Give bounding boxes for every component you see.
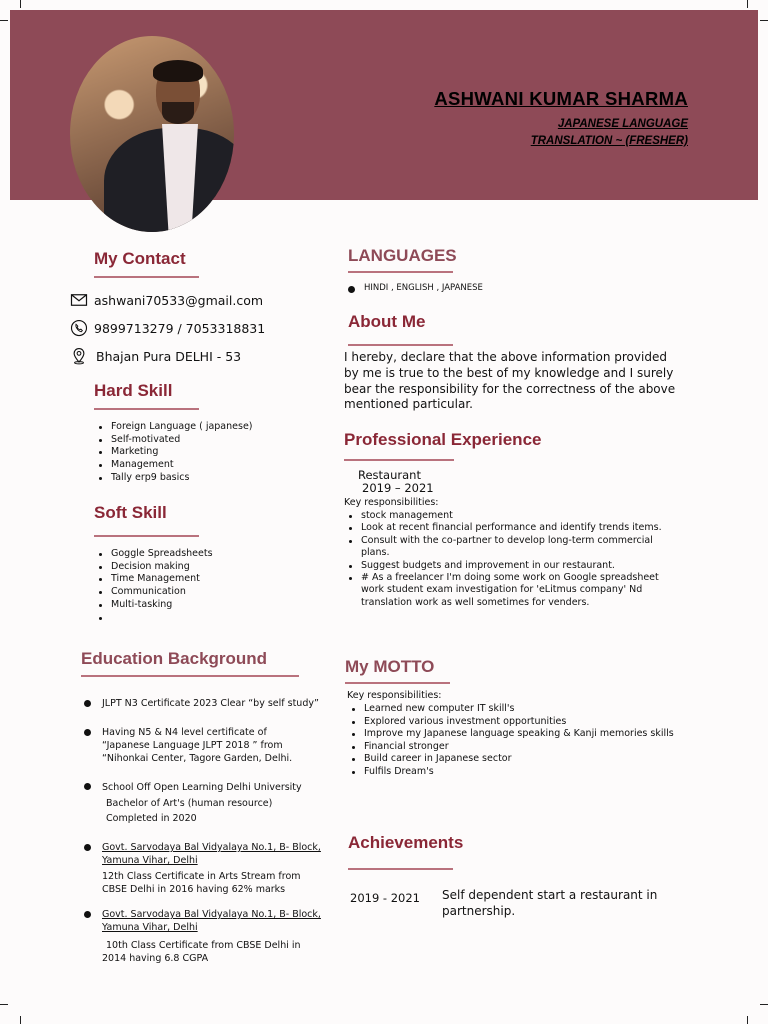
candidate-subtitle: [531, 116, 688, 150]
divider: [94, 408, 199, 410]
list-item: Communication: [97, 586, 213, 599]
crop-mark: [760, 1004, 768, 1005]
bullet: [84, 729, 91, 736]
crop-mark: [20, 1016, 21, 1024]
soft-skill-list: [97, 548, 213, 624]
bullet: [84, 911, 91, 918]
list-item: Look at recent financial performance and identify trends items.: [347, 522, 677, 534]
experience-period: 2019 – 2021: [362, 481, 434, 495]
address-row: [70, 347, 241, 365]
list-item: Self-motivated: [97, 434, 253, 447]
list-item: Learned new computer IT skill's: [350, 703, 675, 716]
bullet: [348, 286, 355, 293]
experience-resp-label: Key responsibilities:: [344, 497, 439, 508]
languages-title: LANGUAGES: [348, 246, 457, 265]
about-text: I hereby, declare that the above information provided by me is true to the best of my knowledge and I surely bear the responsibility for the correctness of the above mentioned particular.: [344, 350, 676, 412]
education-line: School Off Open Learning Delhi University: [102, 782, 302, 793]
education-item: [84, 697, 319, 710]
bullet: [84, 783, 91, 790]
list-item: Management: [97, 459, 253, 472]
hard-skill-title: Hard Skill: [94, 381, 173, 400]
education-line: 2014 having 6.8 CGPA: [102, 953, 209, 964]
list-item: Marketing: [97, 446, 253, 459]
crop-mark: [0, 20, 8, 21]
motto-resp-label: Key responsibilities:: [347, 690, 442, 701]
list-item: Consult with the co-partner to develop long-term commercial plans.: [347, 535, 677, 560]
crop-mark: [0, 1004, 8, 1005]
phone-icon: [70, 319, 88, 337]
list-item: Time Management: [97, 573, 213, 586]
email-row: [70, 291, 263, 309]
list-item: Foreign Language ( japanese): [97, 421, 253, 434]
hard-skill-list: [97, 421, 253, 485]
experience-list: [347, 510, 677, 609]
education-line: JLPT N3 Certificate 2023 Clear “by self study”: [102, 698, 319, 709]
phone-text: 9899713279 / 7053318831: [94, 320, 266, 336]
education-line: Bachelor of Art's (human resource): [106, 797, 273, 809]
list-item: # As a freelancer I'm doing some work on Google spreadsheet work student exam investigation for 'eLitmus company' Nd translation work as well sometimes for venders.: [347, 572, 677, 609]
list-item: Explored various investment opportunities: [350, 716, 675, 729]
bullet: [84, 844, 91, 851]
list-item: Multi-tasking: [97, 599, 213, 612]
education-line: 12th Class Certificate in Arts Stream from: [102, 871, 301, 882]
education-line: “Nihonkai Center, Tagore Garden, Delhi.: [102, 753, 293, 764]
list-item: Build career in Japanese sector: [350, 753, 675, 766]
crop-mark: [747, 0, 748, 8]
list-item: [97, 612, 213, 625]
school-address: Yamuna Vihar, Delhi: [102, 922, 198, 933]
email-text[interactable]: ashwani70533@gmail.com: [94, 292, 264, 308]
location-pin-icon: [70, 347, 88, 365]
crop-mark: [760, 20, 768, 21]
education-line: 10th Class Certificate from CBSE Delhi in: [106, 940, 301, 951]
mail-icon: [70, 291, 88, 309]
list-item: Tally erp9 basics: [97, 472, 253, 485]
education-line: CBSE Delhi in 2016 having 62% marks: [102, 884, 286, 895]
soft-skill-title: Soft Skill: [94, 503, 167, 522]
education-title: Education Background: [81, 649, 268, 668]
list-item: stock management: [347, 510, 677, 522]
education-item: [84, 908, 321, 965]
list-item: Financial stronger: [350, 741, 675, 754]
education-line: Completed in 2020: [106, 813, 197, 824]
languages-value: HINDI , ENGLISH , JAPANESE: [364, 283, 483, 293]
subtitle-line: JAPANESE LANGUAGE: [557, 118, 688, 130]
motto-list: [350, 703, 675, 779]
divider: [348, 344, 453, 346]
school-address: Yamuna Vihar, Delhi: [102, 855, 198, 866]
bullet: [84, 700, 91, 707]
profile-photo: [70, 36, 234, 232]
about-title: About Me: [348, 312, 426, 331]
education-item: [84, 841, 321, 896]
languages-row: [348, 283, 483, 293]
school-name: Govt. Sarvodaya Bal Vidyalaya No.1, B- Block,: [102, 909, 321, 920]
divider: [348, 271, 453, 273]
education-item: [84, 726, 292, 765]
divider: [81, 675, 299, 677]
school-name: Govt. Sarvodaya Bal Vidyalaya No.1, B- Block,: [102, 842, 321, 853]
contact-title: My Contact: [94, 249, 186, 268]
crop-mark: [747, 1016, 748, 1024]
divider: [94, 535, 199, 537]
education-item: [84, 780, 302, 827]
divider: [344, 459, 454, 461]
education-line: Having N5 & N4 level certificate of: [102, 727, 267, 738]
list-item: Fulfils Dream's: [350, 766, 675, 779]
list-item: Decision making: [97, 561, 213, 574]
experience-title: Professional Experience: [344, 430, 542, 449]
achievement-text: Self dependent start a restaurant in partnership.: [442, 888, 658, 918]
achievement-period: 2019 - 2021: [350, 891, 420, 905]
achievements-title: Achievements: [348, 833, 464, 852]
divider: [348, 868, 453, 870]
list-item: Goggle Spreadsheets: [97, 548, 213, 561]
list-item: Improve my Japanese language speaking & Kanji memories skills: [350, 728, 675, 741]
divider: [345, 682, 450, 684]
phone-row: [70, 319, 265, 337]
education-line: “Japanese Language JLPT 2018 ” from: [102, 740, 283, 751]
crop-mark: [20, 0, 21, 8]
divider: [94, 276, 199, 278]
experience-company: Restaurant: [358, 468, 421, 482]
list-item: Suggest budgets and improvement in our restaurant.: [347, 560, 677, 572]
motto-title: My MOTTO: [345, 657, 435, 676]
subtitle-line: TRANSLATION ~ (FRESHER): [530, 135, 688, 147]
address-text: Bhajan Pura DELHI - 53: [96, 348, 242, 364]
candidate-name: ASHWANI KUMAR SHARMA: [434, 88, 688, 109]
